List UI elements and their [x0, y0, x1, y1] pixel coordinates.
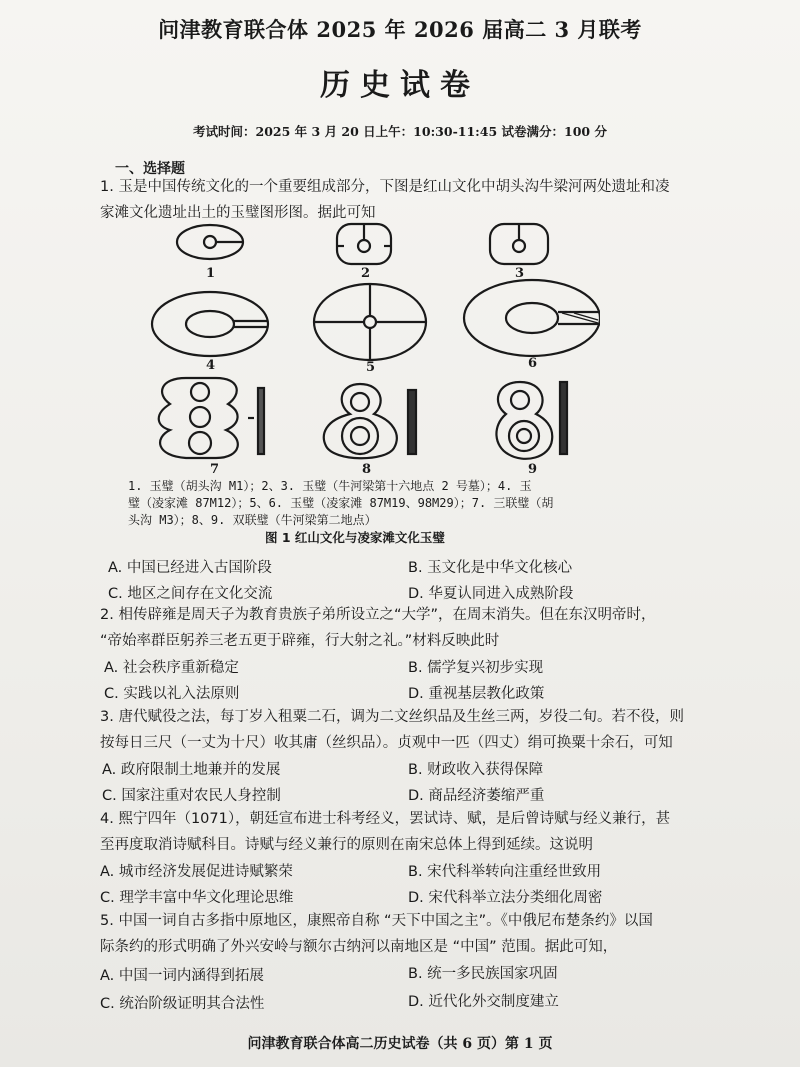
question-3-line1: 3. 唐代赋役之法，每丁岁入租粟二石，调为二文丝织品及生丝三两，岁役二旬。若不役，则 [100, 709, 684, 725]
jade-bi-2 [337, 224, 391, 264]
figure-title: 图 1 红山文化与凌家滩文化玉璧 [265, 530, 445, 545]
q3-option-c[interactable]: C. 国家注重对农民人身控制 [102, 788, 281, 804]
figure-caption-line1: 1. 玉璧（胡头沟 M1）；2、3. 玉璧（牛河梁第十六地点 2 号墓）；4. 玉 [128, 479, 532, 493]
q1-option-c[interactable]: C. 地区之间存在文化交流 [108, 586, 273, 602]
q3-option-a[interactable]: A. 政府限制土地兼并的发展 [102, 762, 281, 778]
jade-bi-7 [159, 378, 264, 458]
q1-option-a[interactable]: A. 中国已经进入古国阶段 [108, 560, 272, 576]
question-3 [100, 704, 720, 756]
q4-option-b[interactable]: B. 宋代科举转向注重经世致用 [408, 864, 602, 880]
figure-label-3: 3 [515, 266, 525, 281]
q2-option-a[interactable]: A. 社会秩序重新稳定 [104, 660, 239, 676]
q5-option-b[interactable]: B. 统一多民族国家巩固 [408, 966, 558, 982]
q2-option-d[interactable]: D. 重视基层教化政策 [408, 686, 545, 702]
q4-option-d[interactable]: D. 宋代科举立法分类细化周密 [408, 890, 603, 906]
question-4-line1: 4. 熙宁四年（1071），朝廷宣布进士科考经义，罢试诗、赋，是后曾诗赋与经义兼行，甚 [100, 811, 671, 827]
jade-bi-8 [324, 384, 416, 458]
figure-caption [128, 478, 648, 529]
q2-option-b[interactable]: B. 儒学复兴初步实现 [408, 660, 544, 676]
question-1-line1: 1. 玉是中国传统文化的一个重要组成部分，下图是红山文化中胡头沟牛梁河两处遗址和凌 [100, 179, 670, 195]
figure-label-9: 9 [528, 462, 538, 477]
page-footer: 问津教育联合体高二历史试卷（共 6 页）第 1 页 [247, 1036, 553, 1052]
question-4 [100, 806, 720, 858]
question-5-line1: 5. 中国一词自古多指中原地区，康熙帝自称 “天下中国之主”。《中俄尼布楚条约》以国 [100, 913, 653, 929]
question-2-line1: 2. 相传辟雍是周天子为教育贵族子弟所设立之“大学”，在周末消失。但在东汉明帝时， [100, 607, 656, 623]
question-2 [100, 602, 720, 654]
q2-option-c[interactable]: C. 实践以礼入法原则 [104, 686, 240, 702]
jade-bi-1 [177, 225, 243, 259]
jade-bi-6 [464, 280, 600, 356]
q1-option-b[interactable]: B. 玉文化是中华文化核心 [408, 560, 573, 576]
section-heading: 一、选择题 [115, 161, 185, 177]
q3-option-d[interactable]: D. 商品经济萎缩严重 [408, 788, 545, 804]
jade-bi-5 [314, 284, 426, 360]
q4-option-c[interactable]: C. 理学丰富中华文化理论思维 [100, 890, 294, 906]
q4-option-a[interactable]: A. 城市经济发展促进诗赋繁荣 [100, 864, 293, 880]
question-2-line2: “帝始率群臣躬养三老五更于辟雍，行大射之礼。”材料反映此时 [100, 633, 500, 649]
figure-caption-line2: 璧（凌家滩 87M12）；5、6. 玉璧（凌家滩 87M19、98M29）；7. 三联璧（胡 [128, 496, 554, 510]
q3-option-b[interactable]: B. 财政收入获得保障 [408, 762, 544, 778]
figure-label-1: 1 [206, 266, 216, 281]
figure-label-2: 2 [361, 266, 371, 281]
q5-option-d[interactable]: D. 近代化外交制度建立 [408, 994, 559, 1010]
question-5 [100, 908, 720, 960]
figure-label-6: 6 [528, 356, 538, 371]
figure-label-4: 4 [206, 358, 216, 373]
jade-bi-4 [152, 292, 268, 356]
question-1 [100, 174, 720, 226]
exam-title: 问津教育联合体 2025 年 2026 届高二 3 月联考 [158, 17, 642, 42]
figure-label-8: 8 [362, 462, 372, 477]
subject-title: 历史试卷 [320, 68, 480, 103]
jade-bi-3 [490, 224, 548, 264]
jade-bi-9 [496, 382, 567, 459]
q1-option-d[interactable]: D. 华夏认同进入成熟阶段 [408, 586, 574, 602]
figure-label-7: 7 [210, 462, 220, 477]
q5-option-c[interactable]: C. 统治阶级证明其合法性 [100, 996, 265, 1012]
figure-caption-line3: 头沟 M3）；8、9. 双联璧（牛河梁第二地点） [128, 513, 377, 527]
jade-bi-figure [130, 222, 600, 522]
q5-option-a[interactable]: A. 中国一词内涵得到拓展 [100, 968, 264, 984]
question-5-line2: 际条约的形式明确了外兴安岭与额尔古纳河以南地区是 “中国” 范围。据此可知， [100, 939, 618, 955]
exam-header [0, 14, 800, 140]
exam-meta: 考试时间：2025 年 3 月 20 日上午：10:30-11:45 试卷满分：100 分 [193, 124, 607, 139]
question-3-line2: 按每日三尺（一丈为十尺）收其庸（丝织品）。贞观中一匹（四丈）绢可换粟十余石，可知 [100, 735, 673, 751]
question-4-line2: 至再度取消诗赋科目。诗赋与经义兼行的原则在南宋总体上得到延续。这说明 [100, 837, 593, 853]
question-1-line2: 家滩文化遗址出土的玉璧图形图。据此可知 [100, 205, 376, 221]
figure-label-5: 5 [366, 360, 376, 375]
